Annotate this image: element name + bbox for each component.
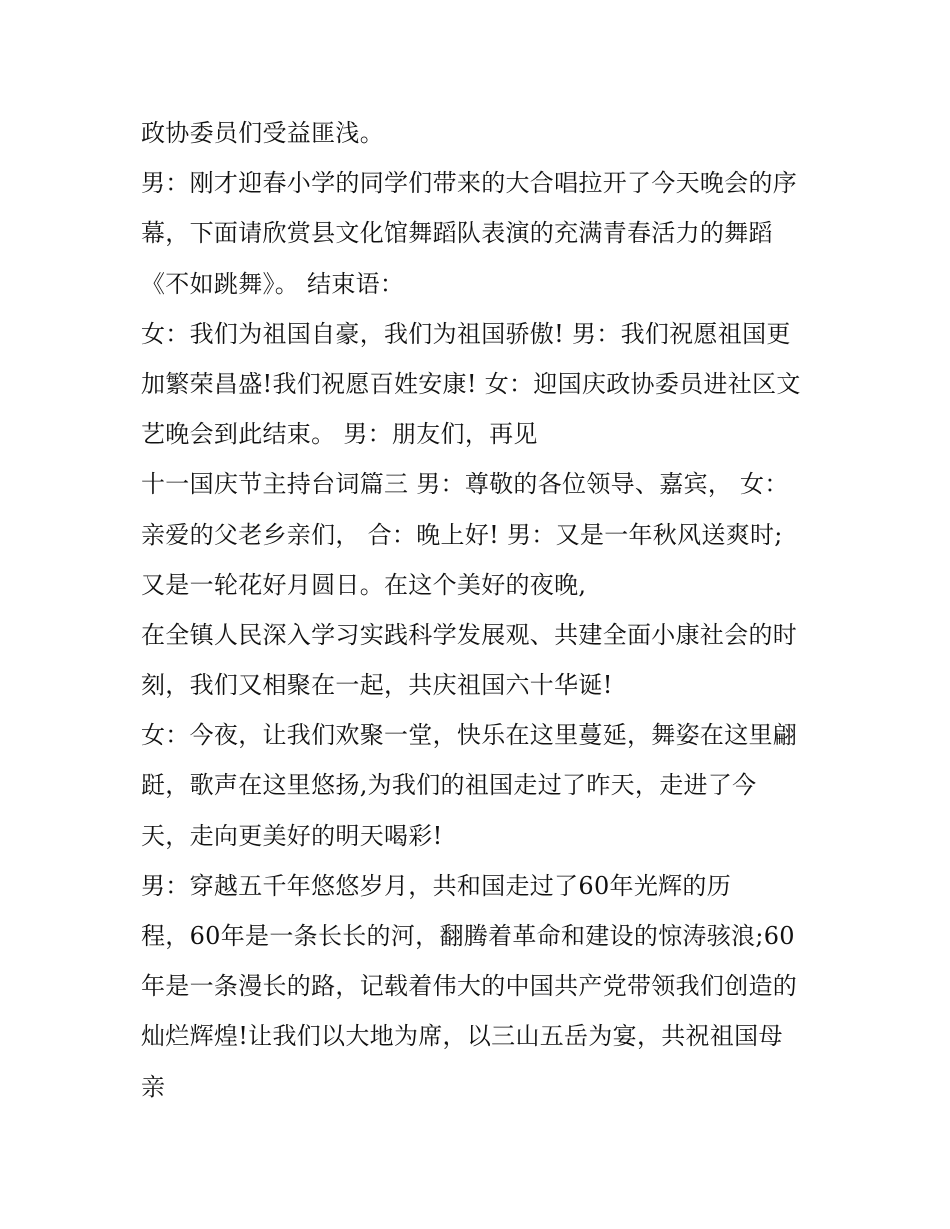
text-line: 女：我们为祖国自豪，我们为祖国骄傲! 男：我们祝愿祖国更 (141, 319, 791, 348)
document-body (141, 108, 841, 1112)
text-line: 灿烂辉煌!让我们以大地为席，以三山五岳为宴，共祝祖国母 (141, 1022, 783, 1051)
text-line: 《不如跳舞》。 结束语： (141, 269, 405, 298)
text-line: 加繁荣昌盛!我们祝愿百姓安康! 女：迎国庆政协委员进社区文 (141, 369, 801, 398)
text-line: 幕，下面请欣赏县文化馆舞蹈队表演的充满青春活力的舞蹈 (141, 219, 773, 248)
text-line: 在全镇人民深入学习实践科学发展观、共建全面小康社会的时 (141, 620, 798, 649)
text-line: 亲 (141, 1072, 166, 1101)
text-line: 年是一条漫长的路，记载着伟大的中国共产党带领我们创造的 (141, 972, 798, 1001)
text-line: 刻，我们又相聚在一起，共庆祖国六十华诞! (141, 671, 613, 700)
text-line: 艺晚会到此结束。 男：朋友们，再见 (141, 420, 538, 449)
text-line: 天，走向更美好的明天喝彩! (141, 821, 443, 850)
text-line: 程，60年是一条长长的河，翻腾着革命和建设的惊涛骇浪;60 (141, 922, 795, 950)
text-line: 政协委员们受益匪浅。 (141, 119, 384, 147)
text-line: 又是一轮花好月圆日。在这个美好的夜晚, (141, 570, 587, 599)
text-line: 跹，歌声在这里悠扬,为我们的祖国走过了昨天，走进了今 (141, 771, 757, 800)
text-line: 男：穿越五千年悠悠岁月，共和国走过了60年光辉的历 (141, 871, 732, 900)
text-line: 十一国庆节主持台词篇三 男：尊敬的各位领导、嘉宾， 女： (141, 470, 789, 499)
text-line: 男：刚才迎春小学的同学们带来的大合唱拉开了今天晚会的序 (141, 169, 798, 198)
text-line: 女：今夜，让我们欢聚一堂，快乐在这里蔓延，舞姿在这里翩 (141, 721, 798, 750)
text-line: 亲爱的父老乡亲们， 合：晚上好! 男：又是一年秋风送爽时; (141, 520, 783, 549)
